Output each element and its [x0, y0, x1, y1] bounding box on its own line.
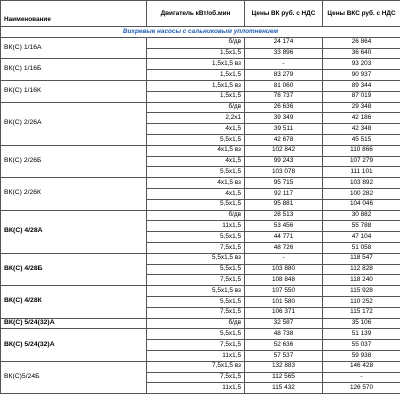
price-vks-cell: 115 172 — [323, 307, 400, 318]
engine-cell: 5,5х1,5 — [147, 167, 245, 178]
price-vks-cell: 93 203 — [323, 59, 400, 70]
model-name: ВК(С) 4/28К — [1, 286, 147, 318]
model-name: ВК(С)5/24Б — [1, 361, 147, 393]
price-vk-cell: 108 848 — [245, 275, 323, 286]
model-name: ВК(С) 5/24(32)А — [1, 318, 147, 329]
price-vks-cell: 59 938 — [323, 350, 400, 361]
price-vks-cell: 42 348 — [323, 124, 400, 135]
price-vk-cell: 44 771 — [245, 232, 323, 243]
price-vks-cell: 55 037 — [323, 340, 400, 351]
engine-cell: 4х1,5 — [147, 188, 245, 199]
model-name: ВК(С) 2/26А — [1, 102, 147, 145]
engine-cell: 7,5х1,5 — [147, 372, 245, 383]
engine-cell: 1,5х1,5 вз — [147, 80, 245, 91]
table-row — [1, 361, 400, 372]
price-vks-cell: 146 428 — [323, 361, 400, 372]
price-vks-cell: 45 515 — [323, 134, 400, 145]
model-name: ВК(С) 5/24(32)А — [1, 329, 147, 361]
price-vks-cell: 29 348 — [323, 102, 400, 113]
engine-cell: 5,5х1,5 вз — [147, 253, 245, 264]
model-name: ВК(С) 4/28Б — [1, 253, 147, 285]
price-vk-cell: 28 513 — [245, 210, 323, 221]
model-name: ВК(С) 2/26Б — [1, 145, 147, 177]
price-vks-cell: 51 058 — [323, 242, 400, 253]
table-row — [1, 329, 400, 340]
price-vk-cell: 33 896 — [245, 48, 323, 59]
price-vk-cell: 81 060 — [245, 80, 323, 91]
engine-cell: 1,5х1,5 вз — [147, 59, 245, 70]
price-vk-cell: 39 511 — [245, 124, 323, 135]
engine-cell: 7,5х1,5 вз — [147, 361, 245, 372]
section-row — [1, 27, 400, 38]
price-vk-cell: 53 456 — [245, 221, 323, 232]
price-vk-cell: 83 279 — [245, 70, 323, 81]
engine-cell: 5,5х1,5 — [147, 232, 245, 243]
price-vk-cell: 48 726 — [245, 242, 323, 253]
engine-cell: 7,5х1,5 — [147, 307, 245, 318]
price-vks-cell: 107 279 — [323, 156, 400, 167]
price-vk-cell: - — [245, 59, 323, 70]
engine-cell: б/дв — [147, 102, 245, 113]
engine-cell: 4х1,5 — [147, 156, 245, 167]
model-name: ВК(С) 1/16К — [1, 80, 147, 102]
price-vk-cell: 95 881 — [245, 199, 323, 210]
engine-cell: 5,5х1,5 — [147, 199, 245, 210]
price-vks-cell: 35 106 — [323, 318, 400, 329]
price-vk-cell: 32 587 — [245, 318, 323, 329]
table-row — [1, 59, 400, 70]
section-label: Вихревые насосы с сальниковым уплотнением — [1, 27, 400, 38]
price-vks-cell: 112 828 — [323, 264, 400, 275]
table-row — [1, 253, 400, 264]
price-vks-cell: 87 019 — [323, 91, 400, 102]
header-engine: Двигатель кВт/об.мин — [147, 1, 245, 27]
price-vks-cell: 42 186 — [323, 113, 400, 124]
price-vks-cell: 110 866 — [323, 145, 400, 156]
header-price-vk: Цены ВК руб. с НДС — [245, 1, 323, 27]
price-vk-cell: 107 550 — [245, 286, 323, 297]
price-vk-cell: 78 737 — [245, 91, 323, 102]
table-row — [1, 145, 400, 156]
price-vks-cell: 30 882 — [323, 210, 400, 221]
engine-cell: 4х1,5 вз — [147, 178, 245, 189]
engine-cell: 1,5х1,5 — [147, 70, 245, 81]
table-row — [1, 37, 400, 48]
engine-cell: 5,5х1,5 — [147, 296, 245, 307]
price-vk-cell: 115 432 — [245, 383, 323, 394]
engine-cell: 11х1,5 — [147, 221, 245, 232]
price-vk-cell: 42 678 — [245, 134, 323, 145]
header-name: Наименование — [1, 1, 147, 27]
price-vks-cell: 51 139 — [323, 329, 400, 340]
price-vk-cell: 39 349 — [245, 113, 323, 124]
price-vk-cell: - — [245, 253, 323, 264]
price-vk-cell: 52 636 — [245, 340, 323, 351]
price-vks-cell: 118 547 — [323, 253, 400, 264]
engine-cell: 11х1,5 — [147, 350, 245, 361]
price-vks-cell: 55 788 — [323, 221, 400, 232]
price-vk-cell: 48 738 — [245, 329, 323, 340]
header-price-vks: Цены ВКС руб. с НДС — [323, 1, 400, 27]
price-vk-cell: 57 537 — [245, 350, 323, 361]
table-row — [1, 178, 400, 189]
price-vks-cell: 26 864 — [323, 37, 400, 48]
price-vk-cell: 132 883 — [245, 361, 323, 372]
price-vks-cell: 36 640 — [323, 48, 400, 59]
table-row — [1, 80, 400, 91]
engine-cell: б/дв — [147, 37, 245, 48]
table-header — [1, 1, 400, 27]
engine-cell: 11х1,5 — [147, 383, 245, 394]
price-vk-cell: 106 371 — [245, 307, 323, 318]
price-vks-cell: 118 240 — [323, 275, 400, 286]
price-vks-cell: 47 104 — [323, 232, 400, 243]
model-name: ВК(С) 2/26К — [1, 178, 147, 210]
engine-cell: 7,5х1,5 — [147, 275, 245, 286]
price-vks-cell: - — [323, 372, 400, 383]
price-vks-cell: 104 046 — [323, 199, 400, 210]
model-name: ВК(С) 1/16Б — [1, 59, 147, 81]
price-vk-cell: 102 842 — [245, 145, 323, 156]
table-row — [1, 286, 400, 297]
price-vk-cell: 99 243 — [245, 156, 323, 167]
table-row — [1, 318, 400, 329]
engine-cell: 4х1,5 — [147, 124, 245, 135]
engine-cell: 7,5х1,5 — [147, 340, 245, 351]
table-body — [1, 27, 400, 394]
price-vk-cell: 95 715 — [245, 178, 323, 189]
engine-cell: 5,5х1,5 — [147, 264, 245, 275]
price-vks-cell: 110 252 — [323, 296, 400, 307]
price-vk-cell: 103 078 — [245, 167, 323, 178]
price-vk-cell: 103 880 — [245, 264, 323, 275]
engine-cell: 4х1,5 вз — [147, 145, 245, 156]
engine-cell: б/дв — [147, 318, 245, 329]
engine-cell: 1,5х1,5 — [147, 48, 245, 59]
table-row — [1, 102, 400, 113]
price-vk-cell: 112 565 — [245, 372, 323, 383]
price-vks-cell: 126 570 — [323, 383, 400, 394]
price-vks-cell: 90 937 — [323, 70, 400, 81]
engine-cell: 1,5х1,5 — [147, 91, 245, 102]
header-row — [1, 1, 400, 27]
price-vk-cell: 26 636 — [245, 102, 323, 113]
engine-cell: б/дв — [147, 210, 245, 221]
engine-cell: 5,5х1,5 вз — [147, 286, 245, 297]
price-vks-cell: 103 892 — [323, 178, 400, 189]
engine-cell: 5,5х1,5 — [147, 134, 245, 145]
engine-cell: 7,5х1,5 — [147, 242, 245, 253]
engine-cell: 2,2х1 — [147, 113, 245, 124]
model-name: ВК(С) 1/16А — [1, 37, 147, 59]
price-vk-cell: 101 580 — [245, 296, 323, 307]
price-vks-cell: 111 101 — [323, 167, 400, 178]
price-vks-cell: 115 928 — [323, 286, 400, 297]
model-name: ВК(С) 4/28А — [1, 210, 147, 253]
price-vk-cell: 92 117 — [245, 188, 323, 199]
engine-cell: 5,5х1,5 — [147, 329, 245, 340]
price-vks-cell: 100 282 — [323, 188, 400, 199]
table-row — [1, 210, 400, 221]
price-vk-cell: 24 174 — [245, 37, 323, 48]
price-vks-cell: 89 344 — [323, 80, 400, 91]
